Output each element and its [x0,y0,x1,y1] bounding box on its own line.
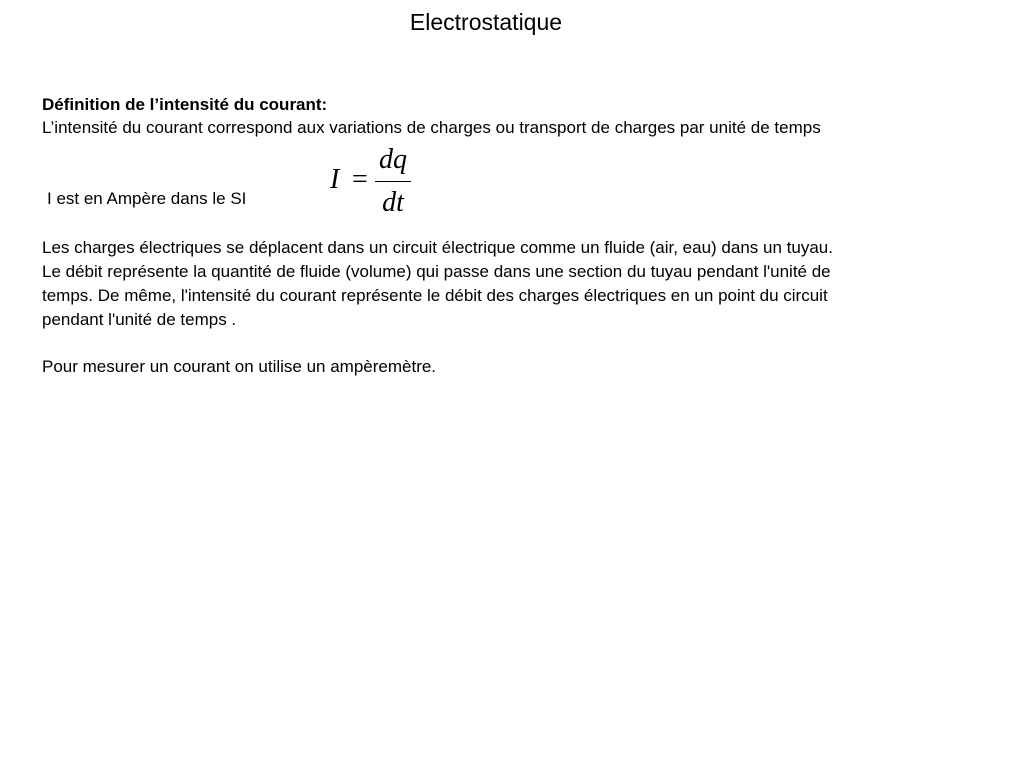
formula-lhs: I [330,164,340,195]
paragraph-line: pendant l'unité de temps . [42,310,237,329]
formula-denominator: dt [382,187,404,218]
formula-equals-sign: = [352,164,368,195]
slide-title: Electrostatique [409,9,563,35]
definition-text: L’intensité du courant correspond aux variations de charges ou transport de charges par unité de temps [42,118,821,137]
paragraph-line: temps. De même, l'intensité du courant représente le débit des charges électriques en un point du circuit [42,286,828,305]
fraction-bar [375,181,411,182]
unit-note: I est en Ampère dans le SI [47,189,247,208]
paragraph-line: Le débit représente la quantité de fluide (volume) qui passe dans une section du tuyau pendant l'unité de [42,262,831,281]
fluid-analogy-paragraph [42,236,982,332]
definition-heading: Définition de l’intensité du courant: [42,95,328,114]
current-formula [330,144,420,222]
paragraph-line: Les charges électriques se déplacent dans un circuit électrique comme un fluide (air, eau) dans un tuyau. [42,238,833,257]
formula-numerator: dq [379,144,407,175]
measurement-note: Pour mesurer un courant on utilise un ampèremètre. [42,357,437,376]
